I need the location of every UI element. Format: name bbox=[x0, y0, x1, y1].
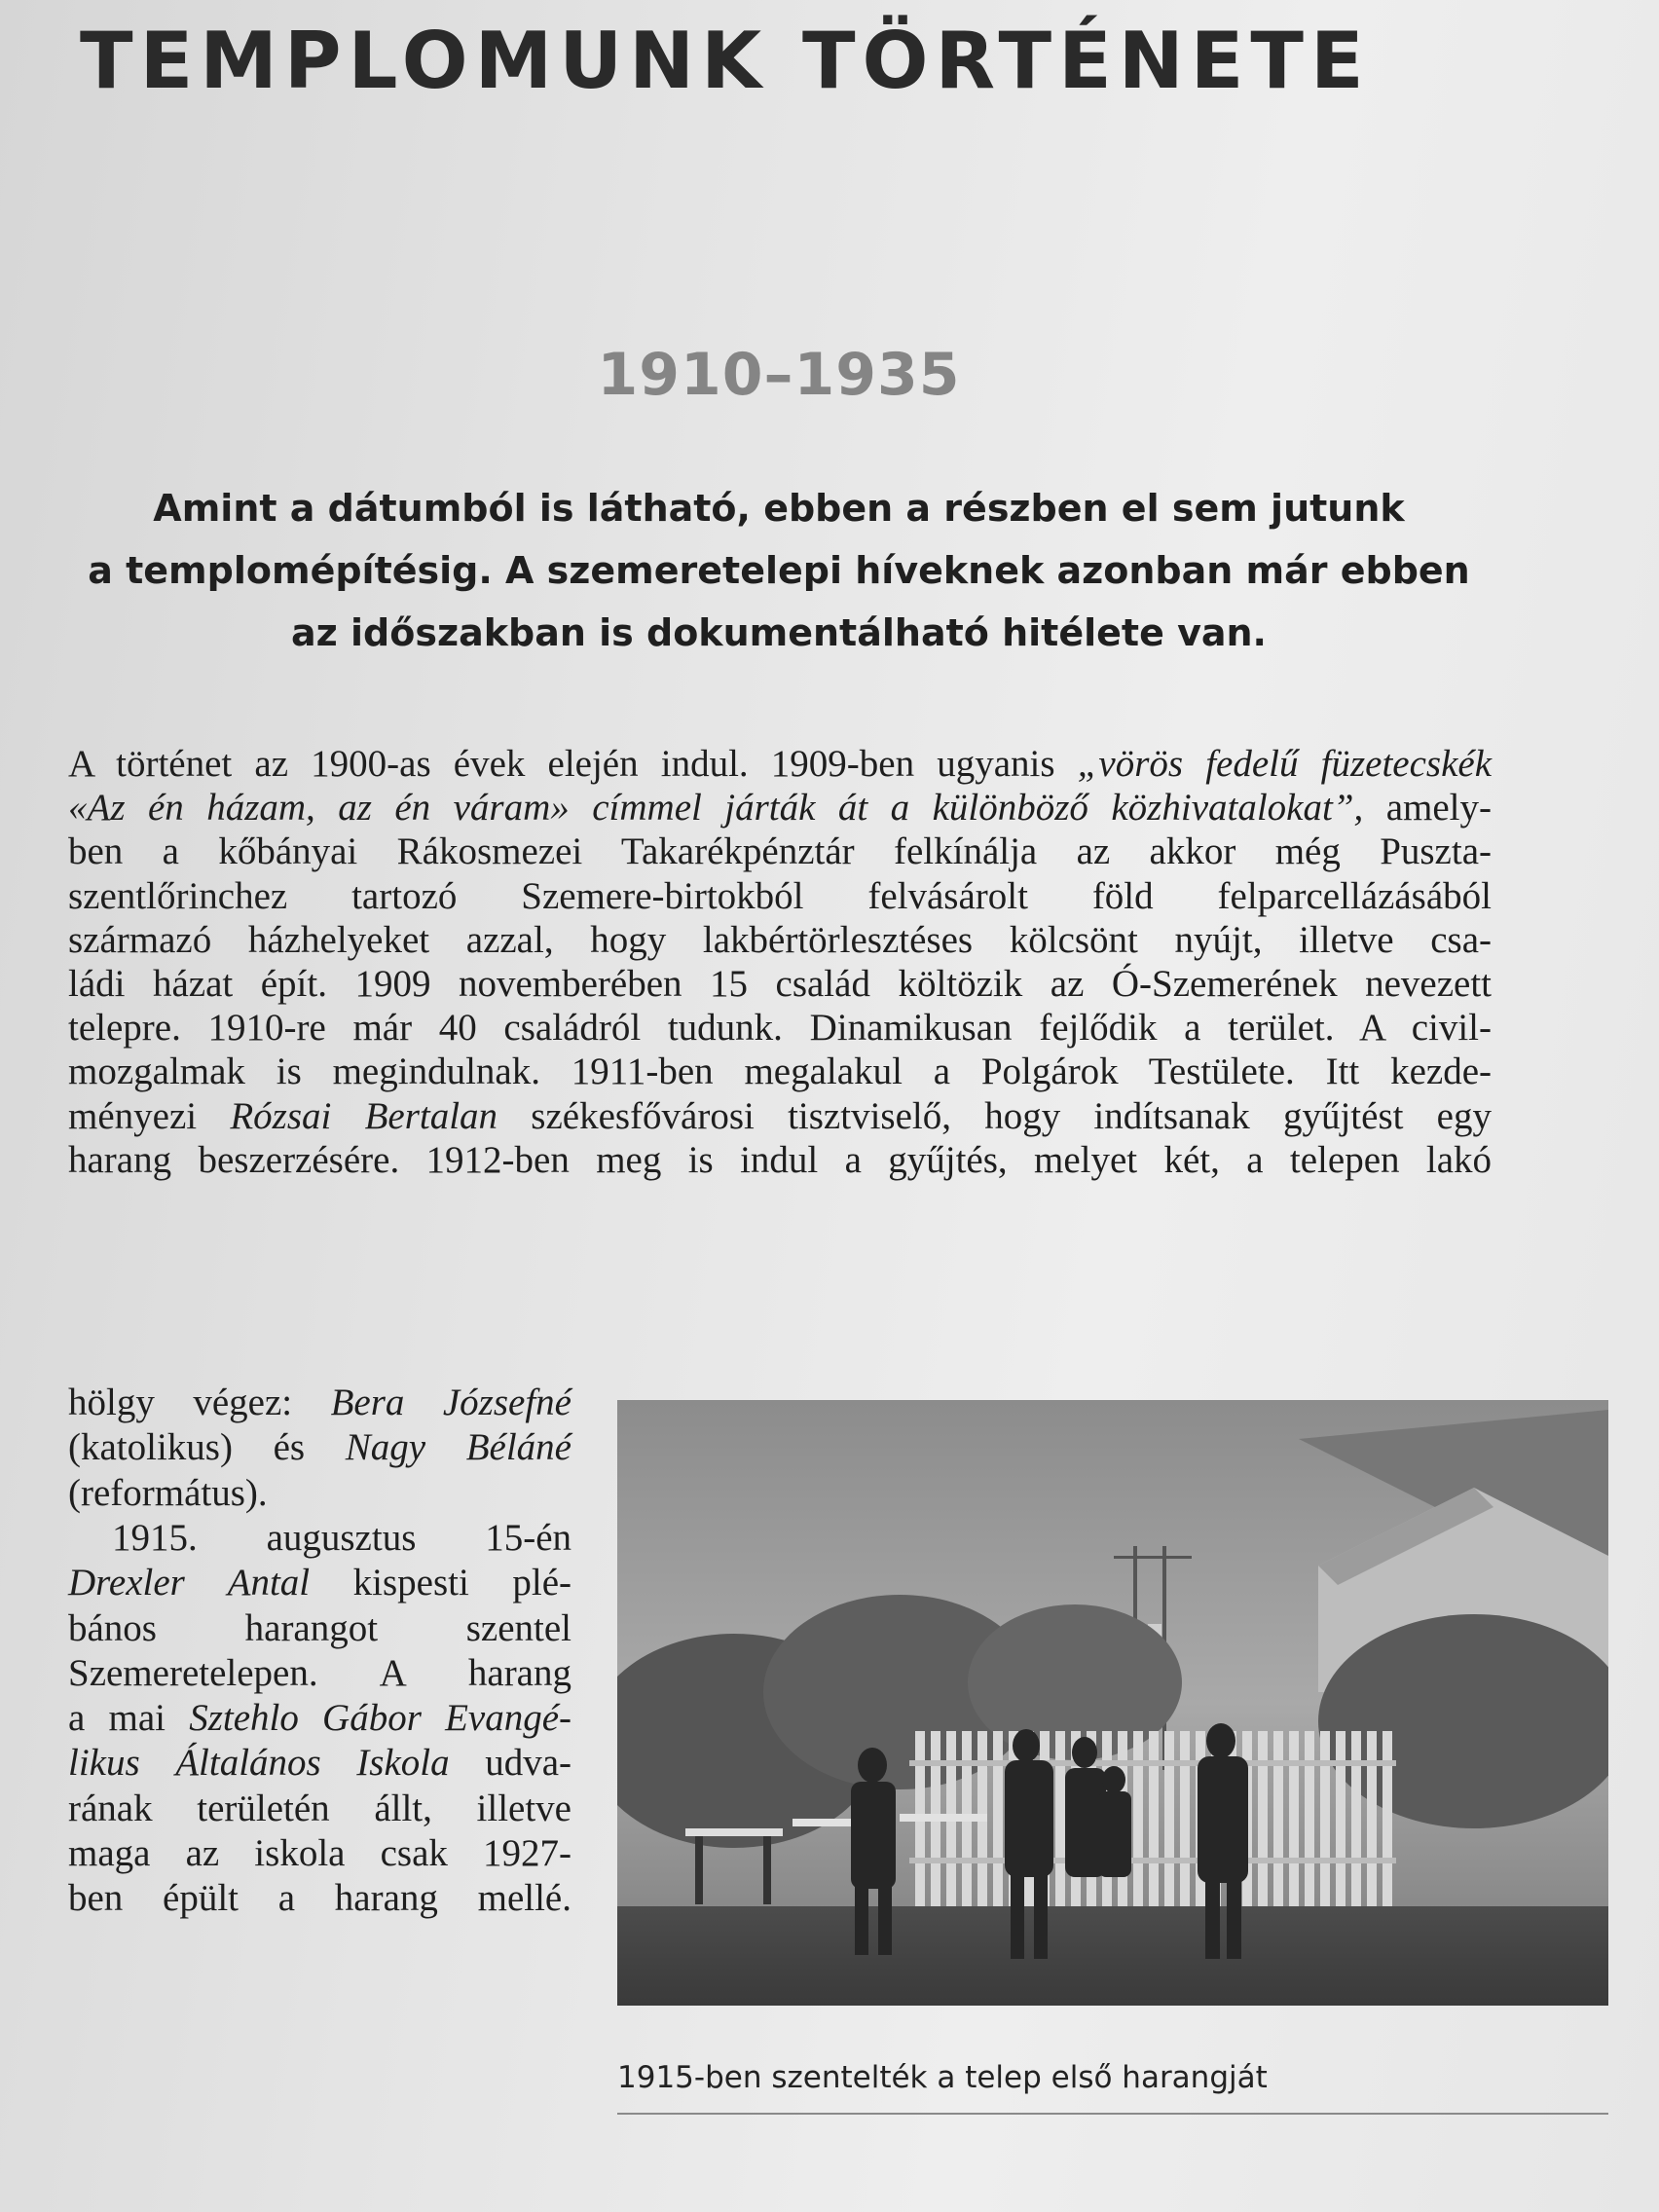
text-segment: ládi házat épít. 1909 novemberében 15 család költözik az Ó-Szemerének nevezett bbox=[68, 963, 1492, 1005]
lead-line: az időszakban is dokumentálható hitélete van. bbox=[291, 611, 1267, 654]
lead-line: Amint a dátumból is látható, ebben a részben el sem jutunk bbox=[153, 487, 1405, 530]
body-text-line bbox=[68, 1829, 571, 1878]
italic-text: likus Általános Iskola bbox=[68, 1742, 450, 1784]
body-text-line bbox=[68, 1048, 1492, 1096]
body-text-line bbox=[68, 1379, 571, 1427]
text-segment: kispesti plé- bbox=[310, 1562, 571, 1604]
text-segment: származó házhelyeket azzal, hogy lakbértörlesztéses kölcsönt nyújt, illetve csa- bbox=[68, 919, 1492, 961]
text-segment: 1915. augusztus 15-én bbox=[112, 1517, 571, 1559]
page-title: TEMPLOMUNK TÖRTÉNETE bbox=[80, 16, 1371, 106]
text-segment: Szemeretelepen. A harang bbox=[68, 1652, 571, 1694]
caption-divider bbox=[617, 2113, 1608, 2115]
italic-text: Nagy Béláné bbox=[345, 1426, 571, 1468]
lead-paragraph bbox=[68, 477, 1490, 664]
italic-text: Rózsai Bertalan bbox=[230, 1095, 498, 1137]
lead-line: a templomépítésig. A szemeretelepi híveknek azonban már ebben bbox=[88, 549, 1470, 592]
photo-caption: 1915-ben szentelték a telep első harangját bbox=[617, 2060, 1268, 2095]
text-segment: mozgalmak is megindulnak. 1911-ben megalakul a Polgárok Testülete. Itt kezde- bbox=[68, 1051, 1492, 1092]
text-segment: a mai bbox=[68, 1697, 190, 1739]
body-text-line bbox=[68, 960, 1492, 1009]
body-text-line bbox=[68, 1739, 571, 1788]
text-segment: ben épült a harang mellé. bbox=[68, 1877, 571, 1919]
body-text-line bbox=[68, 1004, 1492, 1052]
body-text-line bbox=[68, 1136, 1492, 1185]
text-segment: székesfővárosi tisztviselő, hogy indítsanak gyűjtést egy bbox=[498, 1095, 1492, 1137]
body-text-line bbox=[68, 1559, 571, 1607]
italic-text: «Az én házam, az én váram» címmel járták át a különböző közhivatalokat”, bbox=[68, 787, 1364, 829]
italic-text: „vörös fedelű füzetecskék bbox=[1077, 743, 1493, 785]
text-segment: udva- bbox=[449, 1742, 571, 1784]
body-text-line bbox=[68, 1469, 571, 1518]
body-text-line bbox=[68, 1604, 571, 1653]
body-text-line bbox=[68, 1785, 571, 1833]
text-segment: (katolikus) és bbox=[68, 1426, 346, 1468]
body-text-line bbox=[68, 1874, 571, 1923]
body-text-line bbox=[68, 828, 1492, 876]
italic-text: Sztehlo Gábor Evangé- bbox=[189, 1697, 572, 1739]
body-text-line bbox=[68, 740, 1492, 789]
text-segment: harang beszerzésére. 1912-ben meg is indul a gyűjtés, melyet két, a telepen lakó bbox=[68, 1139, 1492, 1181]
body-text-line bbox=[68, 784, 1492, 832]
text-segment: amely- bbox=[1363, 787, 1492, 829]
body-text-line bbox=[68, 872, 1492, 921]
italic-text: Drexler Antal bbox=[68, 1562, 311, 1604]
body-text-line bbox=[112, 1514, 571, 1563]
body-text-line bbox=[68, 1649, 571, 1698]
text-segment: rának területén állt, illetve bbox=[68, 1788, 571, 1829]
text-segment: (református). bbox=[68, 1472, 268, 1514]
italic-text: Bera Józsefné bbox=[330, 1382, 571, 1423]
text-segment: A történet az 1900-as évek elején indul. 1909-ben ugyanis bbox=[68, 743, 1078, 785]
text-segment: bános harangot szentel bbox=[68, 1607, 571, 1649]
text-segment: ben a kőbányai Rákosmezei Takarékpénztár felkínálja az akkor még Puszta- bbox=[68, 830, 1492, 872]
text-segment: maga az iskola csak 1927- bbox=[68, 1832, 571, 1874]
text-segment: hölgy végez: bbox=[68, 1382, 331, 1423]
text-segment: telepre. 1910-re már 40 családról tudunk. Dinamikusan fejlődik a terület. A civil- bbox=[68, 1007, 1492, 1049]
body-text-line bbox=[68, 916, 1492, 965]
historic-photo bbox=[617, 1400, 1608, 2006]
body-text-line bbox=[68, 1423, 571, 1472]
body-text-line bbox=[68, 1694, 571, 1743]
period-heading: 1910–1935 bbox=[597, 341, 961, 409]
text-segment: ményezi bbox=[68, 1095, 231, 1137]
text-segment: szentlőrinchez tartozó Szemere-birtokból felvásárolt föld felparcellázásából bbox=[68, 875, 1492, 917]
body-text-line bbox=[68, 1092, 1492, 1141]
